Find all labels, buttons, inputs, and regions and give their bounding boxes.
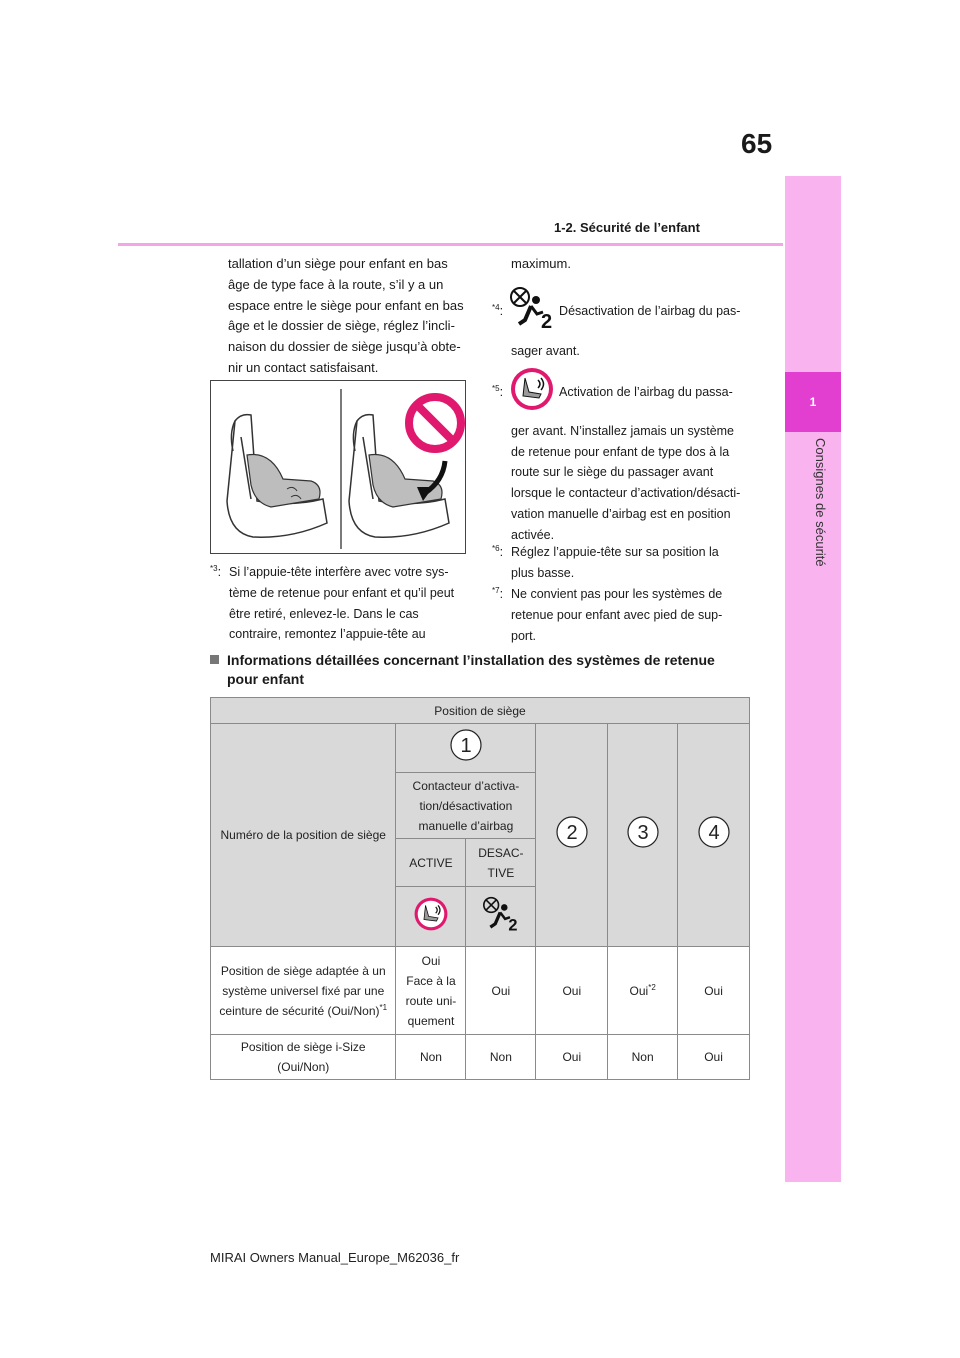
svg-text:2: 2 [541,311,553,330]
note-7 [492,584,754,646]
text-line: (Oui/Non) [277,1060,330,1074]
note-label: $^{*5}$: [492,383,504,399]
seat-illustration [210,380,466,554]
airbag-off-icon [482,896,520,932]
text-line: contraire, remontez l’appuie-tête au [229,627,426,642]
text-line: route uni- [405,993,457,1008]
text-line: ger avant. N’installez jamais un système [511,423,735,438]
row-label-universal [211,947,396,1035]
cell-position-4: Oui [678,1035,750,1080]
text-line: tème de retenue pour enfant et qu’il peut [229,585,455,600]
footer-text: MIRAI Owners Manual_Europe_M62036_fr [210,1250,460,1265]
position-label: 4 [707,822,720,844]
table-row [211,947,750,1035]
position-label: 3 [637,822,649,844]
heading-line: pour enfant [227,671,304,687]
position-4-icon [697,815,731,849]
position-2-cell [536,724,608,947]
text-line: espace entre le siège pour enfant en bas [228,297,464,313]
text-line: Si l’appuie-tête interfère avec votre sys- [229,565,449,579]
active-header: ACTIVE [396,839,466,887]
text-line: retenue pour enfant avec pied de sup- [511,607,723,622]
text-line: Oui [421,953,441,968]
text-line: port. [511,628,537,643]
position-3-icon [626,815,660,849]
text-line: tallation d’un siège pour enfant en bas [228,256,448,271]
note-label: $^{*7}$: [492,585,504,601]
position-2-icon [555,815,589,849]
text-line: âge et le dossier de siège, réglez l’incli- [228,318,455,334]
intro-paragraph [228,254,468,379]
position-1-cell [396,724,536,773]
cell-active: Non [396,1035,466,1080]
note-3 [210,562,472,645]
cell-position-2: Oui [536,1035,608,1080]
text-line: plus basse. [511,565,575,580]
airbag-on-icon [509,366,555,419]
continuation-text: maximum. [511,256,571,271]
position-3-cell [608,724,678,947]
deactive-header [466,839,536,887]
airbag-on-icon [413,896,449,932]
text-line: nir un contact satisfaisant. [228,359,379,375]
header-divider [118,243,783,246]
note-label: $^{*4}$: [492,302,504,318]
chapter-number-tab[interactable]: 1 [785,372,841,432]
bullet-square-icon [210,655,219,664]
text-line: DESAC- [478,845,524,860]
cell-active [396,947,466,1035]
cell-position-4: Oui [678,947,750,1035]
cell-deactive: Oui [466,947,536,1035]
note-text: Désactivation de l’airbag du pas- [559,304,741,318]
text-line: Position de siège i-Size [240,1040,366,1054]
text-line: être retiré, enlevez-le. Dans le cas [229,606,419,621]
airbag-off-header [466,887,536,947]
position-label: 2 [566,822,578,844]
note-5 [492,366,754,546]
position-1-icon [449,728,483,762]
text-line: de retenue pour enfant de type dos à la [511,444,730,459]
position-label: 1 [460,735,472,757]
cell-position-2: Oui [536,947,608,1035]
airbag-switch-label [396,773,536,839]
cell-position-3 [608,947,678,1035]
text-line: ceinture de sécurité (Oui/Non) [219,1003,380,1018]
text-line: Réglez l’appuie-tête sur sa position la [511,545,719,559]
table-top-header: Position de siège [211,698,750,724]
text-line: activée. [511,527,555,542]
page-number: 65 [741,128,773,159]
note-4 [492,286,754,362]
text-line: lorsque le contacteur d’activation/désacti- [511,486,741,501]
text-line: route sur le siège du passager avant [511,465,714,480]
note-label: $^{*3}$: [210,563,222,579]
position-4-cell [678,724,750,947]
text-line: Ne convient pas pour les systèmes de [511,587,723,601]
cell-position-3: Non [608,1035,678,1080]
cell-deactive: Non [466,1035,536,1080]
text-line: Position de siège adaptée à un [220,963,386,978]
text-line: sager avant. [511,343,580,358]
note-label: $^{*6}$: [492,543,504,559]
chapter-side-tab [785,176,841,1182]
text-line: Contacteur d’activa- [412,778,520,793]
seat-position-table [210,697,750,1080]
footnote-ref: *1 [379,1002,388,1012]
airbag-off-icon [509,286,555,337]
text-line: TIVE [487,865,515,880]
seat-drawing-icon [211,381,465,553]
svg-text:2: 2 [508,915,518,932]
text-line: vation manuelle d’airbag est en position [511,506,731,521]
position-number-header: Numéro de la position de siège [211,724,396,947]
text-line: tion/désactivation [419,798,513,813]
section-heading [210,651,750,689]
text-line: quement [407,1013,455,1028]
section-title: 1-2. Sécurité de l’enfant [554,220,700,235]
text-line: naison du dossier de siège jusqu’à obte- [228,339,461,355]
chapter-label: Consignes de sécurité [813,438,828,567]
table-row [211,1035,750,1080]
cell-value: Oui [629,983,649,998]
note-6 [492,542,754,584]
row-label-isize [211,1035,396,1080]
footnote-ref: *2 [648,982,656,992]
text-line: Face à la [406,973,456,988]
text-line: manuelle d’airbag [418,818,514,833]
heading-line: Informations détaillées concernant l’installation des systèmes de retenue [227,652,715,668]
text-line: âge de type face à la route, s’il y a un [228,276,444,292]
text-line: système universel fixé par une [222,983,385,998]
airbag-on-header [396,887,466,947]
note-text: Activation de l’airbag du passa- [559,385,733,399]
